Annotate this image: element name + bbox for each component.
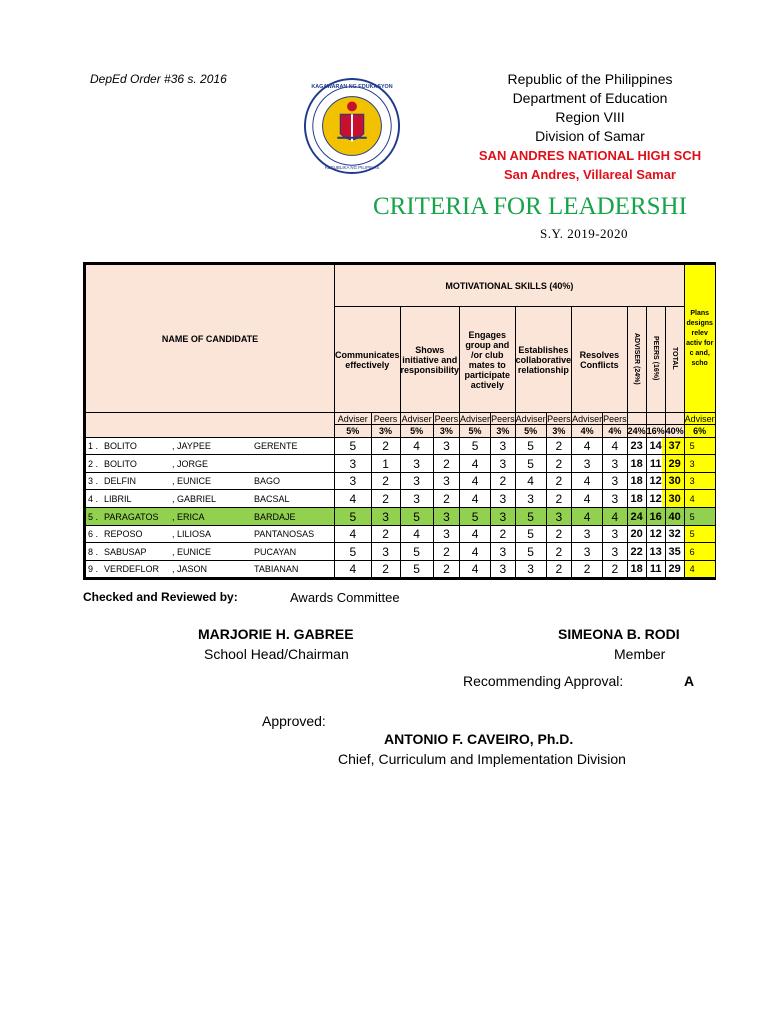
candidate-last-name: REPOSO [104, 529, 143, 539]
score-cell: 3 [603, 455, 628, 473]
rater-label: Peers [547, 413, 571, 424]
score-cell: 2 [371, 490, 400, 508]
candidate-number: 4 . [88, 493, 99, 504]
peers-total-cell: 12 [646, 473, 665, 490]
rater-label-row [85, 413, 716, 425]
candidate-name [85, 508, 335, 526]
adviser-total-cell: 23 [627, 438, 646, 455]
school-year: S.Y. 2019-2020 [540, 226, 629, 241]
weight-percent: 24% [627, 426, 646, 436]
score-cell: 5 [400, 543, 433, 561]
score-cell: 3 [400, 473, 433, 490]
candidate-first-name: , GABRIEL [172, 493, 217, 504]
score-cell: 2 [546, 526, 572, 543]
score-cell: 4 [515, 473, 546, 490]
score-cell: 4 [460, 543, 491, 561]
score-cell: 4 [460, 561, 491, 579]
score-cell: 3 [603, 473, 628, 490]
candidate-row [85, 473, 716, 490]
candidate-middle-name: BARDAJE [254, 511, 296, 522]
candidate-first-name: , EUNICE [172, 476, 212, 486]
score-cell: 3 [433, 508, 459, 526]
weight-percent: 4% [572, 425, 603, 438]
score-cell: 5 [400, 561, 433, 579]
signer-chief-role: Chief, Curriculum and Implementation Division [338, 751, 626, 767]
criterion-communicates: Communicates effectively [335, 307, 401, 413]
score-cell: 3 [491, 543, 516, 561]
candidate-first-name: , ERICA [172, 511, 205, 522]
criterion-resolves-conflicts: Resolves Conflicts [572, 307, 628, 413]
letterhead-country: Republic of the Philippines [507, 71, 673, 87]
checked-reviewed-label: Checked and Reviewed by: [83, 590, 238, 604]
signer-member-name: SIMEONA B. RODI [558, 626, 680, 642]
score-cell: 5 [515, 508, 546, 526]
score-cell: 2 [433, 490, 459, 508]
approved-label: Approved: [262, 713, 326, 729]
score-cell: 2 [603, 561, 628, 579]
score-cell: 4 [460, 473, 491, 490]
grand-total-cell: 35 [665, 543, 684, 561]
rater-label: Adviser [684, 413, 715, 424]
score-cell: 3 [515, 561, 546, 579]
document-title: CRITERIA FOR LEADERSHI [373, 193, 687, 220]
rater-label: Adviser [335, 413, 372, 425]
criterion-engages-group: Engages group and /or club mates to participate actively [460, 307, 516, 413]
weight-percent: 16% [646, 426, 665, 436]
candidate-name [85, 490, 335, 508]
weight-percent: 5% [335, 425, 372, 438]
score-cell: 3 [433, 438, 459, 455]
score-cell: 5 [460, 508, 491, 526]
weight-percent: 3% [546, 425, 572, 438]
signer-member-role: Member [614, 646, 666, 662]
candidate-middle-name: BAGO [254, 476, 281, 486]
letterhead-school: SAN ANDRES NATIONAL HIGH SCH [478, 148, 702, 163]
grand-total-cell: 29 [665, 455, 684, 473]
score-cell: 3 [491, 455, 516, 473]
candidate-row [85, 526, 716, 543]
candidate-name [85, 455, 335, 473]
score-cell: 3 [371, 543, 400, 561]
candidate-number: 1 . [88, 441, 99, 451]
rater-label: Peers [434, 413, 459, 424]
deped-order-label: DepEd Order #36 s. 2016 [90, 72, 227, 86]
candidate-first-name: , JASON [172, 564, 208, 574]
candidate-name [85, 473, 335, 490]
grand-total-header: TOTAL [671, 347, 679, 370]
adviser-total-cell: 18 [627, 561, 646, 579]
grand-total-cell: 30 [665, 473, 684, 490]
grand-total-cell: 37 [665, 438, 684, 455]
score-cell: 4 [335, 561, 372, 579]
peers-total-cell: 11 [646, 561, 665, 579]
rater-label: Adviser [460, 413, 491, 424]
candidate-name [85, 543, 335, 561]
candidate-number: 5 . [88, 511, 99, 522]
adviser-total-header: ADVISER (24%) [633, 332, 641, 385]
score-cell: 4 [603, 438, 628, 455]
score-cell: 5 [515, 543, 546, 561]
criterion-initiative: Shows initiative and responsibility [400, 307, 460, 413]
score-cell: 3 [335, 455, 372, 473]
score-cell: 2 [371, 561, 400, 579]
score-cell: 2 [572, 561, 603, 579]
candidate-number: 6 . [88, 529, 99, 539]
criteria-table [83, 262, 716, 580]
peers-total-cell: 13 [646, 543, 665, 561]
weight-percent: 6% [684, 425, 715, 438]
candidate-row [85, 543, 716, 561]
adviser-total-cell: 20 [627, 526, 646, 543]
score-cell: 2 [371, 473, 400, 490]
next-criteria-score: 5 [684, 438, 715, 455]
candidate-middle-name: TABIANAN [254, 564, 299, 574]
candidate-middle-name: BACSAL [254, 493, 290, 504]
score-cell: 3 [572, 526, 603, 543]
signer-chairman-role: School Head/Chairman [204, 646, 349, 662]
weight-percent: 3% [433, 425, 459, 438]
letterhead-department: Department of Education [512, 90, 668, 106]
candidate-row [85, 490, 716, 508]
score-cell: 4 [460, 490, 491, 508]
weight-percent: 3% [371, 425, 400, 438]
candidate-middle-name: PANTANOSAS [254, 529, 315, 539]
score-cell: 2 [433, 561, 459, 579]
score-cell: 1 [371, 455, 400, 473]
rater-label: Adviser [515, 413, 546, 424]
rater-label: Peers [371, 413, 400, 425]
score-cell: 2 [546, 543, 572, 561]
candidate-name [85, 561, 335, 579]
candidate-row [85, 561, 716, 579]
grand-total-cell: 32 [665, 526, 684, 543]
signer-chief-name: ANTONIO F. CAVEIRO, Ph.D. [384, 731, 574, 747]
signer-chairman-name: MARJORIE H. GABREE [198, 626, 354, 642]
score-cell: 4 [335, 490, 372, 508]
rater-label: Adviser [572, 413, 603, 424]
next-criteria-score: 3 [684, 455, 715, 473]
score-cell: 2 [371, 526, 400, 543]
candidate-row [85, 455, 716, 473]
score-cell: 4 [400, 526, 433, 543]
score-cell: 4 [335, 526, 372, 543]
next-criteria-score: 5 [684, 526, 715, 543]
peers-total-cell: 16 [646, 508, 665, 526]
recommending-approval-label: Recommending Approval: [463, 673, 624, 689]
score-cell: 3 [491, 508, 516, 526]
score-cell: 3 [400, 490, 433, 508]
letterhead-region: Region VIII [555, 109, 625, 125]
peers-total-cell: 12 [646, 490, 665, 508]
svg-text:KAGAWARAN NG EDUKASYON: KAGAWARAN NG EDUKASYON [311, 83, 393, 90]
score-cell: 5 [460, 438, 491, 455]
criterion-collaborative: Establishes collaborative relationship [515, 307, 572, 413]
candidate-middle-name: GERENTE [254, 441, 298, 451]
score-cell: 5 [515, 455, 546, 473]
candidate-last-name: SABUSAP [104, 546, 147, 557]
motivational-skills-header: MOTIVATIONAL SKILLS (40%) [335, 264, 685, 307]
score-cell: 4 [572, 508, 603, 526]
candidate-number: 8 . [88, 546, 99, 557]
name-column-header: NAME OF CANDIDATE [85, 264, 335, 413]
score-cell: 4 [460, 526, 491, 543]
candidate-last-name: DELFIN [104, 476, 137, 486]
peers-total-cell: 14 [646, 438, 665, 455]
score-cell: 2 [433, 543, 459, 561]
adviser-total-cell: 18 [627, 490, 646, 508]
weight-percent: 40% [665, 426, 684, 436]
grand-total-cell: 40 [665, 508, 684, 526]
rater-label: Adviser [401, 413, 432, 424]
candidate-row [85, 508, 716, 526]
score-cell: 3 [433, 526, 459, 543]
adviser-total-cell: 22 [627, 543, 646, 561]
score-cell: 3 [491, 438, 516, 455]
weight-percent: 5% [515, 425, 546, 438]
candidate-first-name: , JORGE [172, 458, 209, 469]
rater-label: Peers [603, 413, 627, 424]
score-cell: 3 [371, 508, 400, 526]
score-cell: 4 [400, 438, 433, 455]
peers-total-cell: 12 [646, 526, 665, 543]
score-cell: 3 [603, 490, 628, 508]
peers-total-cell: 11 [646, 455, 665, 473]
candidate-name [85, 526, 335, 543]
score-cell: 2 [433, 455, 459, 473]
score-cell: 4 [572, 473, 603, 490]
candidate-first-name: , LILIOSA [172, 529, 212, 539]
adviser-total-cell: 18 [627, 455, 646, 473]
peers-total-header: PEERS (16%) [652, 336, 660, 381]
awards-committee-label: Awards Committee [290, 590, 400, 605]
svg-text:REPUBLIKA NG PILIPINAS: REPUBLIKA NG PILIPINAS [324, 165, 380, 171]
score-cell: 3 [491, 561, 516, 579]
letterhead-division: Division of Samar [535, 128, 645, 144]
adviser-total-cell: 18 [627, 473, 646, 490]
letterhead-address: San Andres, Villareal Samar [504, 167, 676, 182]
candidate-last-name: BOLITO [104, 441, 137, 451]
score-cell: 3 [572, 455, 603, 473]
next-criteria-score: 4 [684, 561, 715, 579]
score-cell: 2 [546, 490, 572, 508]
score-cell: 3 [335, 473, 372, 490]
weight-percent: 4% [603, 425, 628, 438]
grand-total-cell: 30 [665, 490, 684, 508]
score-cell: 3 [433, 473, 459, 490]
next-criteria-score: 5 [684, 508, 715, 526]
score-cell: 4 [572, 438, 603, 455]
score-cell: 3 [491, 490, 516, 508]
candidate-number: 3 . [88, 476, 99, 486]
weight-percent: 5% [400, 425, 433, 438]
weight-percent: 5% [460, 425, 491, 438]
score-cell: 3 [603, 526, 628, 543]
candidate-name [85, 438, 335, 455]
score-cell: 3 [515, 490, 546, 508]
next-criteria-score: 3 [684, 473, 715, 490]
score-cell: 3 [572, 543, 603, 561]
candidate-last-name: LIBRIL [104, 493, 132, 504]
candidate-number: 9 . [88, 564, 99, 574]
candidate-first-name: , JAYPEE [172, 441, 211, 451]
score-cell: 4 [460, 455, 491, 473]
score-cell: 2 [546, 473, 572, 490]
score-cell: 3 [400, 455, 433, 473]
score-cell: 4 [572, 490, 603, 508]
candidate-row [85, 438, 716, 455]
score-cell: 4 [603, 508, 628, 526]
score-cell: 2 [546, 455, 572, 473]
candidate-first-name: , EUNICE [172, 546, 212, 557]
next-criteria-header: Plans designs relev activ for c and, scho [684, 264, 715, 413]
weight-percent: 3% [491, 425, 516, 438]
grand-total-cell: 29 [665, 561, 684, 579]
score-cell: 2 [491, 473, 516, 490]
next-criteria-score: 6 [684, 543, 715, 561]
score-cell: 5 [335, 543, 372, 561]
next-criteria-score: 4 [684, 490, 715, 508]
rater-label: Peers [491, 413, 515, 424]
candidate-middle-name: PUCAYAN [254, 546, 297, 557]
score-cell: 3 [546, 508, 572, 526]
candidate-last-name: VERDEFLOR [104, 564, 160, 574]
score-cell: 3 [603, 543, 628, 561]
score-cell: 2 [371, 438, 400, 455]
candidate-last-name: BOLITO [104, 458, 137, 469]
candidate-number: 2 . [88, 458, 99, 469]
score-cell: 5 [335, 508, 372, 526]
adviser-total-cell: 24 [627, 508, 646, 526]
score-cell: 5 [400, 508, 433, 526]
candidate-last-name: PARAGATOS [104, 511, 159, 522]
score-cell: 5 [515, 526, 546, 543]
score-cell: 2 [546, 438, 572, 455]
score-cell: 5 [335, 438, 372, 455]
recommending-signer-fragment: A [684, 673, 695, 689]
score-cell: 5 [515, 438, 546, 455]
score-cell: 2 [491, 526, 516, 543]
score-cell: 2 [546, 561, 572, 579]
